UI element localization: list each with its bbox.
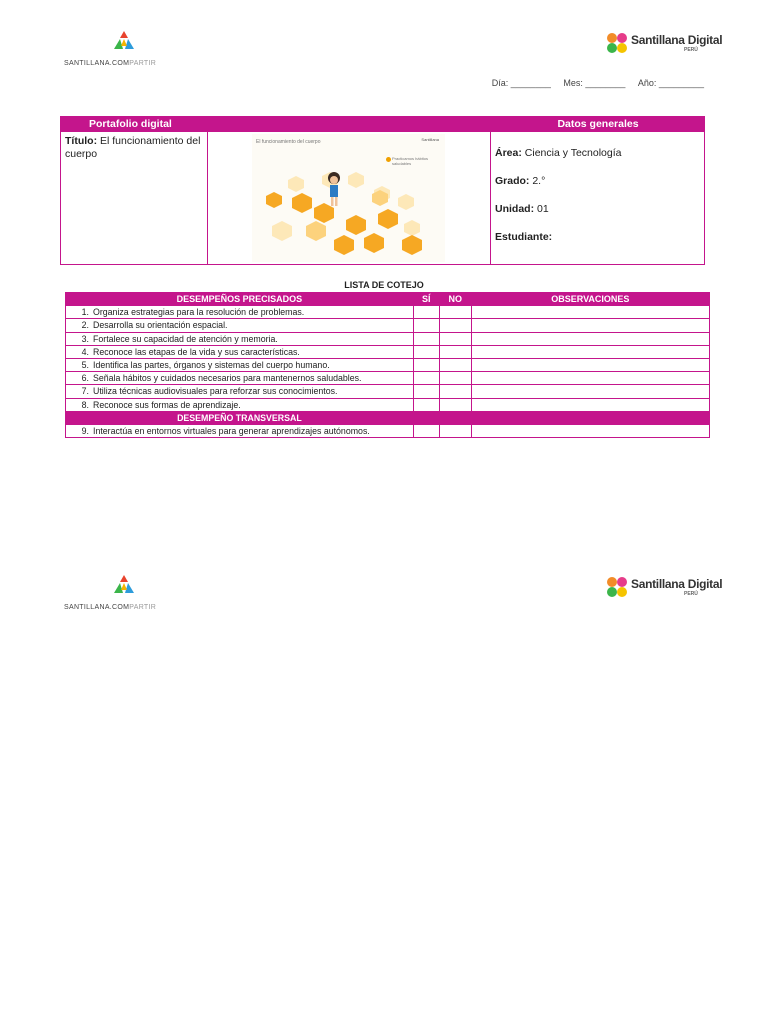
observaciones-cell[interactable] — [471, 424, 709, 437]
date-line — [482, 78, 704, 88]
item-text: Reconoce sus formas de aprendizaje. — [93, 399, 241, 410]
no-cell[interactable] — [439, 332, 471, 345]
si-cell[interactable] — [413, 306, 439, 319]
item-text: Identifica las partes, órganos y sistemas del cuerpo humano. — [93, 360, 330, 371]
checklist-row — [66, 372, 710, 385]
item-text: Fortalece su capacidad de atención y memoria. — [93, 333, 278, 344]
thumbnail-title: El funcionamiento del cuerpo — [256, 139, 321, 145]
area-value: Ciencia y Tecnología — [524, 147, 622, 159]
checklist-row — [66, 424, 710, 437]
unidad-value: 01 — [537, 203, 549, 215]
logo-title: Santillana Digital — [631, 577, 723, 591]
si-cell[interactable] — [413, 345, 439, 358]
logo-title: Santillana Digital — [631, 33, 723, 47]
grado-row: Grado: 2.° — [495, 175, 546, 187]
transversal-section-row — [66, 411, 710, 424]
santillana-digital-icon — [606, 32, 628, 54]
logo-text: SANTILLANA.COM — [64, 60, 130, 67]
desempeno-cell — [66, 332, 414, 345]
no-cell[interactable] — [439, 306, 471, 319]
si-cell[interactable] — [413, 424, 439, 437]
checklist-row — [66, 358, 710, 371]
thumbnail-cell — [208, 132, 491, 265]
checklist-table — [65, 292, 710, 438]
no-cell[interactable] — [439, 372, 471, 385]
student-figure — [328, 172, 340, 206]
logo-subtitle: PERÚ — [684, 47, 698, 53]
no-cell[interactable] — [439, 398, 471, 411]
checklist-row — [66, 319, 710, 332]
hexagon-board-illustration — [252, 134, 445, 262]
titulo-label: Título: — [65, 135, 98, 147]
estudiante-row: Estudiante: — [495, 231, 553, 243]
transversal-heading-fill — [471, 411, 709, 424]
checklist-row — [66, 306, 710, 319]
si-cell[interactable] — [413, 398, 439, 411]
page-header-2 — [0, 574, 768, 634]
item-number: 3. — [81, 333, 89, 344]
portafolio-heading: Portafolio digital — [61, 117, 491, 132]
desempeno-cell — [66, 358, 414, 371]
datos-generales-cell — [491, 132, 705, 265]
anio-field: Año: _________ — [637, 78, 704, 88]
thumbnail-brand: Santillana — [421, 137, 439, 142]
thumbnail-note: Practicamos hábitos saludables — [392, 156, 429, 166]
logo-text: SANTILLANA.COM — [64, 604, 130, 611]
item-number: 7. — [81, 386, 89, 397]
no-cell[interactable] — [439, 345, 471, 358]
header-no: NO — [439, 293, 471, 306]
grado-value: 2.° — [532, 175, 546, 187]
logo-subtitle: PERÚ — [684, 591, 698, 597]
desempeno-cell — [66, 424, 414, 437]
recycle-triangle-icon — [113, 574, 135, 596]
desempeno-cell — [66, 306, 414, 319]
si-cell[interactable] — [413, 385, 439, 398]
checklist-row — [66, 398, 710, 411]
desempeno-cell — [66, 385, 414, 398]
checklist-row — [66, 332, 710, 345]
item-text: Utiliza técnicas audiovisuales para reforzar sus conocimientos. — [93, 386, 338, 397]
no-cell[interactable] — [439, 319, 471, 332]
observaciones-cell[interactable] — [471, 372, 709, 385]
area-row: Área: Ciencia y Tecnología — [495, 147, 622, 159]
observaciones-cell[interactable] — [471, 306, 709, 319]
observaciones-cell[interactable] — [471, 358, 709, 371]
logo-text-part: PARTIR — [129, 60, 157, 67]
item-text: Organiza estrategias para la resolución de problemas. — [93, 307, 305, 318]
titulo-cell — [61, 132, 208, 265]
unidad-row: Unidad: 01 — [495, 203, 549, 215]
no-cell[interactable] — [439, 385, 471, 398]
si-cell[interactable] — [413, 372, 439, 385]
santillana-compartir-logo-2 — [64, 574, 157, 611]
item-number: 2. — [81, 320, 89, 331]
item-text: Reconoce las etapas de la vida y sus características. — [93, 346, 300, 357]
checklist-row — [66, 345, 710, 358]
item-number: 5. — [81, 360, 89, 371]
info-box — [60, 116, 705, 265]
desempeno-cell — [66, 398, 414, 411]
header-si: SÍ — [413, 293, 439, 306]
item-number: 4. — [81, 346, 89, 357]
observaciones-cell[interactable] — [471, 398, 709, 411]
si-cell[interactable] — [413, 332, 439, 345]
transversal-heading: DESEMPEÑO TRANSVERSAL — [66, 411, 414, 424]
recycle-triangle-icon — [113, 30, 135, 52]
header-desempenos: DESEMPEÑOS PRECISADOS — [66, 293, 414, 306]
santillana-compartir-logo — [64, 30, 157, 67]
checklist-row — [66, 385, 710, 398]
lista-cotejo-title: LISTA DE COTEJO — [344, 280, 424, 290]
portfolio-thumbnail[interactable] — [252, 134, 445, 262]
observaciones-cell[interactable] — [471, 385, 709, 398]
item-number: 1. — [81, 307, 89, 318]
observaciones-cell[interactable] — [471, 332, 709, 345]
checklist-header-row — [66, 293, 710, 306]
si-cell[interactable] — [413, 358, 439, 371]
logo-text-part: PARTIR — [129, 604, 157, 611]
desempeno-cell — [66, 372, 414, 385]
observaciones-cell[interactable] — [471, 345, 709, 358]
item-number: 9. — [81, 425, 89, 436]
santillana-digital-icon — [606, 576, 628, 598]
titulo-value: El funcionamiento del cuerpo — [65, 135, 201, 160]
item-number: 6. — [81, 373, 89, 384]
item-text: Señala hábitos y cuidados necesarios para mantenernos saludables. — [93, 373, 362, 384]
item-text: Desarrolla su orientación espacial. — [93, 320, 228, 331]
datos-generales-heading: Datos generales — [491, 117, 705, 132]
checklist-body — [66, 306, 710, 438]
no-cell[interactable] — [439, 358, 471, 371]
observaciones-cell[interactable] — [471, 319, 709, 332]
item-text: Interactúa en entornos virtuales para generar aprendizajes autónomos. — [93, 425, 370, 436]
mes-field: Mes: ________ — [563, 78, 626, 88]
dia-field: Día: ________ — [491, 78, 551, 88]
desempeno-cell — [66, 319, 414, 332]
transversal-heading-fill — [439, 411, 471, 424]
desempeno-cell — [66, 345, 414, 358]
transversal-heading-fill — [413, 411, 439, 424]
si-cell[interactable] — [413, 319, 439, 332]
item-number: 8. — [81, 399, 89, 410]
no-cell[interactable] — [439, 424, 471, 437]
header-observaciones: OBSERVACIONES — [471, 293, 709, 306]
